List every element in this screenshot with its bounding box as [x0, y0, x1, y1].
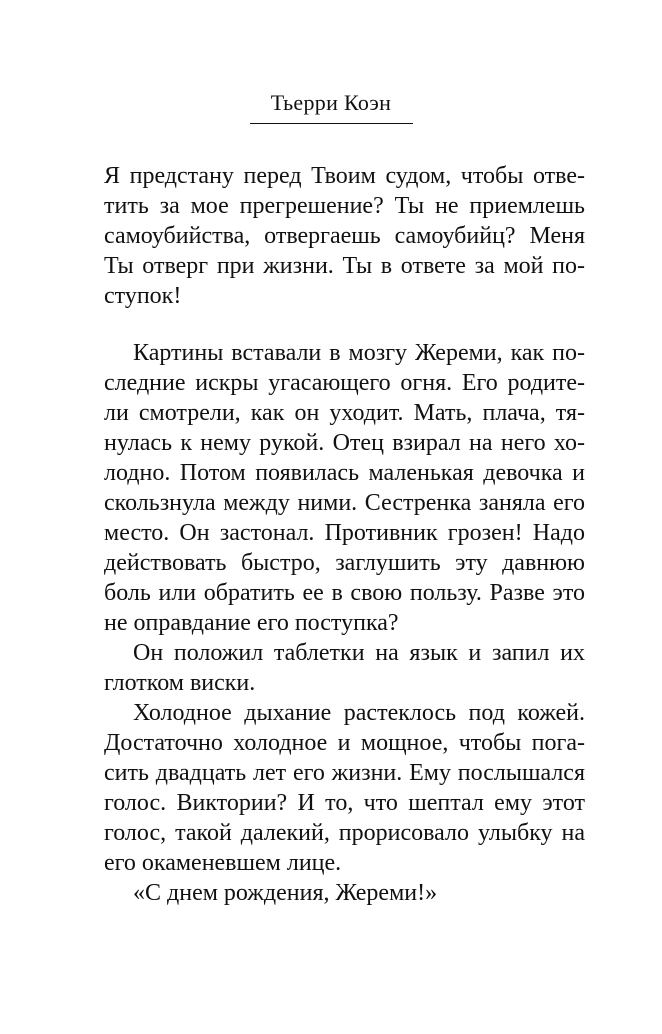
text-line: Ты отверг при жизни. Ты в ответе за мой по-	[104, 253, 585, 279]
text-line: голос. Виктории? И то, что шептал ему этот	[104, 790, 585, 816]
text-line: место. Он застонал. Противник грозен! Надо	[104, 520, 585, 546]
text-line: Холодное дыхание растеклось под кожей.	[133, 700, 585, 726]
text-line: самоубийства, отвергаешь самоубийц? Меня	[104, 223, 585, 249]
text-line: Достаточно холодное и мощное, чтобы пога-	[104, 730, 585, 756]
text-line: голос, такой далекий, прорисовало улыбку на	[104, 820, 585, 846]
text-line: Он положил таблетки на язык и запил их	[133, 640, 585, 666]
text-line: следние искры угасающего огня. Его родите-	[104, 370, 585, 396]
text-line: лодно. Потом появилась маленькая девочка и	[104, 460, 585, 486]
text-line: «С днем рождения, Жереми!»	[133, 880, 438, 906]
header-rule	[250, 123, 413, 124]
text-line: Картины вставали в мозгу Жереми, как по-	[133, 340, 585, 366]
text-line: нулась к нему рукой. Отец взирал на него хо-	[104, 430, 585, 456]
text-line: его окаменевшем лице.	[104, 850, 342, 876]
text-line: ли смотрели, как он уходит. Мать, плача, тя-	[104, 400, 585, 426]
text-line: ступок!	[104, 283, 182, 309]
running-head: Тьерри Коэн	[270, 90, 392, 115]
text-line: скользнула между ними. Сестренка заняла его	[104, 490, 585, 516]
text-line: не оправдание его поступка?	[104, 610, 399, 636]
text-line: действовать быстро, заглушить эту давнюю	[104, 550, 585, 576]
text-line: сить двадцать лет его жизни. Ему послышался	[104, 760, 585, 786]
text-line: Я предстану перед Твоим судом, чтобы отве-	[104, 163, 585, 189]
text-line: боль или обратить ее в свою пользу. Разве это	[104, 580, 585, 606]
text-line: глотком виски.	[104, 670, 256, 696]
text-line: тить за мое прегрешение? Ты не приемлешь	[104, 193, 585, 219]
